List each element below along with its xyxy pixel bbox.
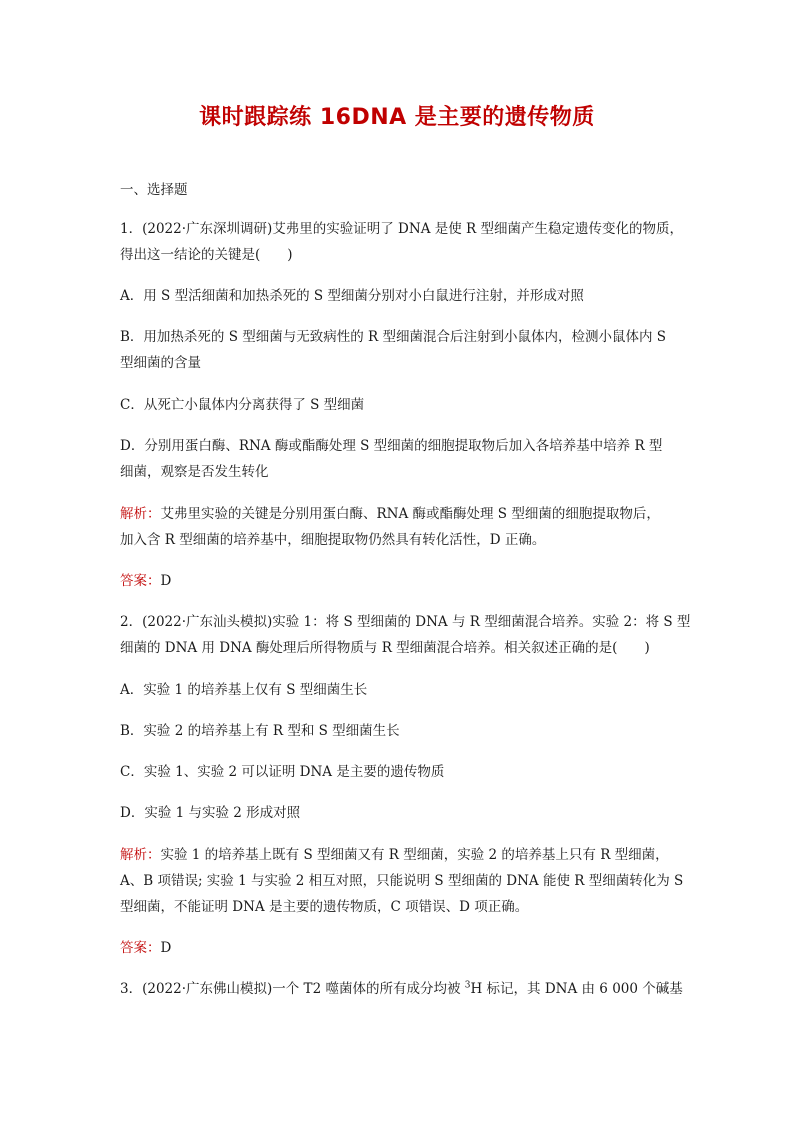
- q1-option-c: C．从死亡小鼠体内分离获得了 S 型细菌: [120, 397, 365, 413]
- q2-option-d: D．实验 1 与实验 2 形成对照: [120, 805, 301, 821]
- q1-option-b-line2: 型细菌的含量: [120, 355, 201, 371]
- q1-stem-line1: 1．(2022·广东深圳调研)艾弗里的实验证明了 DNA 是使 R 型细菌产生稳定遗传变化的物质，: [120, 221, 683, 237]
- q2-option-a: A．实验 1 的培养基上仅有 S 型细菌生长: [120, 682, 368, 698]
- q1-answer-label: 答案：: [120, 573, 161, 589]
- q1-option-a: A．用 S 型活细菌和加热杀死的 S 型细菌分别对小白鼠进行注射，并形成对照: [120, 288, 584, 304]
- q2-answer-value: D: [160, 940, 172, 956]
- q2-stem-line1: 2．(2022·广东汕头模拟)实验 1：将 S 型细菌的 DNA 与 R 型细菌混合培养。实验 2：将 S 型: [120, 614, 691, 630]
- q1-analysis-line1: [120, 505, 660, 523]
- q2-option-c: C．实验 1、实验 2 可以证明 DNA 是主要的遗传物质: [120, 764, 445, 780]
- q2-analysis-line2: A、B 项错误; 实验 1 与实验 2 相互对照，只能说明 S 型细菌的 DNA 能使 R 型细菌转化为 S: [120, 873, 684, 889]
- q2-analysis-line3: 型细菌，不能证明 DNA 是主要的遗传物质，C 项错误、D 项正确。: [120, 899, 529, 915]
- q1-analysis-line2: 加入含 R 型细菌的培养基中，细胞提取物仍然具有转化活性，D 正确。: [120, 532, 546, 548]
- q1-answer: [120, 572, 171, 590]
- q2-analysis-text: 实验 1 的培养基上既有 S 型细菌又有 R 型细菌，实验 2 的培养基上只有 R 型细菌，: [160, 847, 669, 863]
- q2-option-b: B．实验 2 的培养基上有 R 型和 S 型细菌生长: [120, 723, 400, 739]
- q1-stem-line2: 得出这一结论的关键是( ): [120, 247, 293, 263]
- q2-analysis-line1: [120, 846, 669, 864]
- q3-stem-text-a: 3．(2022·广东佛山模拟)一个 T2 噬菌体的所有成分均被: [120, 981, 465, 997]
- q2-analysis-label: 解析：: [120, 847, 161, 863]
- page-title: 课时跟踪练 16DNA 是主要的遗传物质: [199, 105, 595, 130]
- section-heading: 一、选择题: [120, 182, 188, 198]
- q2-answer-label: 答案：: [120, 940, 161, 956]
- q2-answer: [120, 939, 171, 957]
- q1-option-b-line1: B．用加热杀死的 S 型细菌与无致病性的 R 型细菌混合后注射到小鼠体内，检测小鼠体内 S: [120, 329, 667, 345]
- q3-stem-line1: [120, 980, 683, 998]
- q1-answer-value: D: [160, 573, 172, 589]
- q1-option-d-line1: D．分别用蛋白酶、RNA 酶或酯酶处理 S 型细菌的细胞提取物后加入各培养基中培养 R 型: [120, 438, 663, 454]
- q2-stem-line2: 细菌的 DNA 用 DNA 酶处理后所得物质与 R 型细菌混合培养。相关叙述正确的是( ): [120, 640, 650, 656]
- q1-analysis-label: 解析：: [120, 506, 161, 522]
- q1-option-d-line2: 细菌，观察是否发生转化: [120, 464, 269, 480]
- q1-analysis-text: 艾弗里实验的关键是分别用蛋白酶、RNA 酶或酯酶处理 S 型细菌的细胞提取物后，: [160, 506, 660, 522]
- q3-stem-text-b: H 标记，其 DNA 由 6 000 个碱基: [470, 981, 683, 997]
- q3-superscript: 3: [464, 980, 471, 991]
